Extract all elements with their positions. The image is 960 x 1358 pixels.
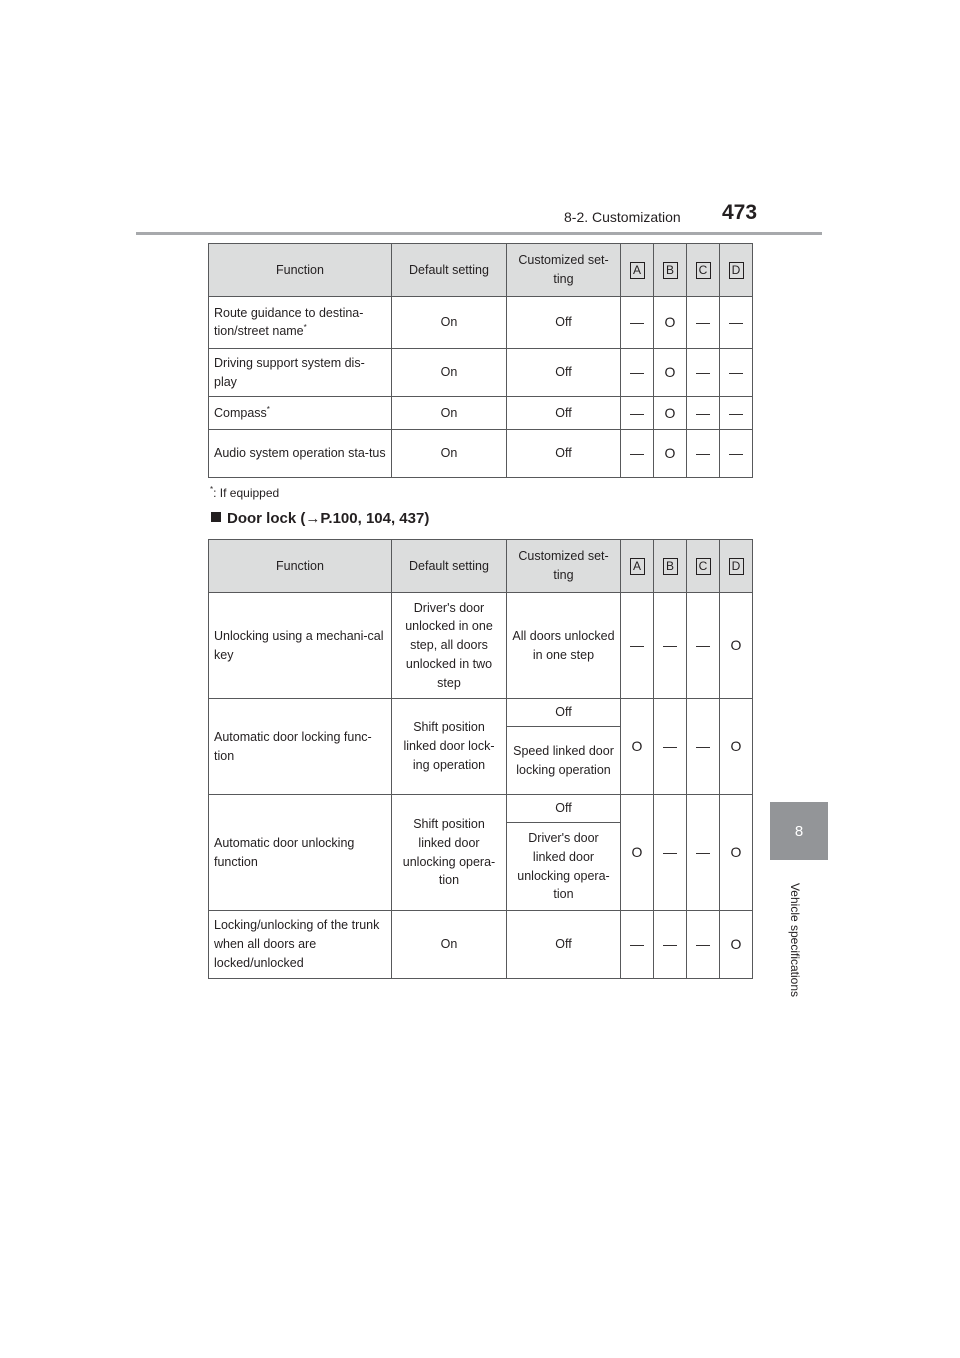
default-cell: Driver's door unlocked in one step, all doors unlocked in two step	[392, 593, 507, 699]
mark-a: —	[621, 911, 654, 979]
col-d	[720, 244, 753, 297]
table-row	[209, 397, 753, 430]
mark-a: —	[621, 397, 654, 430]
default-cell: Shift position linked door lock-ing operation	[392, 699, 507, 795]
settings-table-door-lock	[208, 539, 753, 979]
letter-b: B	[663, 558, 678, 575]
mark-b: —	[654, 699, 687, 795]
settings-table-display	[208, 243, 753, 478]
function-cell: Automatic door locking func-tion	[209, 699, 392, 795]
table-row	[209, 349, 753, 397]
mark-d: O	[720, 699, 753, 795]
mark-a: —	[621, 430, 654, 478]
mark-a: O	[621, 699, 654, 795]
chapter-label-text: Vehicle specifications	[788, 882, 802, 998]
letter-a: A	[630, 262, 645, 279]
customized-cell: Off	[507, 430, 621, 478]
mark-b: —	[654, 911, 687, 979]
mark-d: —	[720, 349, 753, 397]
mark-d: —	[720, 397, 753, 430]
page-number: 473	[722, 201, 758, 224]
function-cell: Unlocking using a mechani-cal key	[209, 593, 392, 699]
col-function: Function	[209, 540, 392, 593]
col-b	[654, 540, 687, 593]
function-cell: Compass*	[209, 397, 392, 430]
table-row	[209, 297, 753, 349]
mark-a: —	[621, 593, 654, 699]
col-default: Default setting	[392, 540, 507, 593]
mark-d: —	[720, 297, 753, 349]
letter-d: D	[729, 558, 744, 575]
letter-d: D	[729, 262, 744, 279]
table-row	[209, 699, 753, 727]
footnote	[210, 485, 279, 500]
mark-b: O	[654, 297, 687, 349]
table-row	[209, 593, 753, 699]
default-cell: On	[392, 349, 507, 397]
header-rule	[136, 232, 822, 235]
function-cell: Driving support system dis-play	[209, 349, 392, 397]
table-row	[209, 430, 753, 478]
mark-a: O	[621, 795, 654, 911]
customized-cell: Speed linked door locking operation	[507, 727, 621, 795]
col-a	[621, 540, 654, 593]
mark-a: —	[621, 349, 654, 397]
default-cell: Shift position linked door unlocking opera-tion	[392, 795, 507, 911]
letter-b: B	[663, 262, 678, 279]
mark-b: —	[654, 593, 687, 699]
mark-a: —	[621, 297, 654, 349]
customized-cell: Driver's door linked door unlocking opera-tion	[507, 823, 621, 911]
mark-d: O	[720, 911, 753, 979]
col-customized: Customized set-ting	[507, 244, 621, 297]
customized-cell: Off	[507, 297, 621, 349]
letter-c: C	[696, 262, 711, 279]
col-c	[687, 244, 720, 297]
chapter-tab	[770, 802, 828, 860]
mark-c: —	[687, 795, 720, 911]
default-cell: On	[392, 911, 507, 979]
table-row	[209, 911, 753, 979]
mark-b: O	[654, 349, 687, 397]
function-cell: Automatic door unlocking function	[209, 795, 392, 911]
col-customized: Customized set-ting	[507, 540, 621, 593]
mark-c: —	[687, 349, 720, 397]
table-header-row	[209, 540, 753, 593]
mark-d: O	[720, 593, 753, 699]
col-b	[654, 244, 687, 297]
footnote-mark: *	[266, 404, 270, 414]
mark-c: —	[687, 699, 720, 795]
customized-cell: Off	[507, 911, 621, 979]
mark-c: —	[687, 297, 720, 349]
mark-b: —	[654, 795, 687, 911]
function-cell: Locking/unlocking of the trunk when all doors are locked/unlocked	[209, 911, 392, 979]
mark-c: —	[687, 430, 720, 478]
chapter-number: 8	[794, 822, 804, 840]
customized-cell: Off	[507, 349, 621, 397]
col-a	[621, 244, 654, 297]
table-row	[209, 795, 753, 823]
door-lock-heading-text: Door lock (→P.100, 104, 437)	[227, 510, 430, 527]
mark-c: —	[687, 397, 720, 430]
customized-cell: Off	[507, 795, 621, 823]
default-cell: On	[392, 297, 507, 349]
customized-cell: Off	[507, 397, 621, 430]
default-cell: On	[392, 397, 507, 430]
mark-b: O	[654, 397, 687, 430]
function-cell: Audio system operation sta-tus	[209, 430, 392, 478]
mark-c: —	[687, 593, 720, 699]
letter-c: C	[696, 558, 711, 575]
mark-d: O	[720, 795, 753, 911]
mark-c: —	[687, 911, 720, 979]
mark-b: O	[654, 430, 687, 478]
mark-d: —	[720, 430, 753, 478]
footnote-mark: *	[303, 323, 307, 333]
customized-cell: Off	[507, 699, 621, 727]
default-cell: On	[392, 430, 507, 478]
function-cell: Route guidance to destina-tion/street name*	[209, 297, 392, 349]
door-lock-heading	[211, 510, 429, 527]
col-default: Default setting	[392, 244, 507, 297]
section-title: 8-2. Customization	[564, 209, 681, 225]
footnote-mark: *	[210, 485, 214, 494]
chapter-label	[787, 870, 803, 1010]
col-d	[720, 540, 753, 593]
letter-a: A	[630, 558, 645, 575]
col-c	[687, 540, 720, 593]
table-header-row	[209, 244, 753, 297]
footnote-text: : If equipped	[213, 486, 280, 500]
col-function: Function	[209, 244, 392, 297]
bullet-square-icon	[211, 512, 221, 522]
customized-cell: All doors unlocked in one step	[507, 593, 621, 699]
